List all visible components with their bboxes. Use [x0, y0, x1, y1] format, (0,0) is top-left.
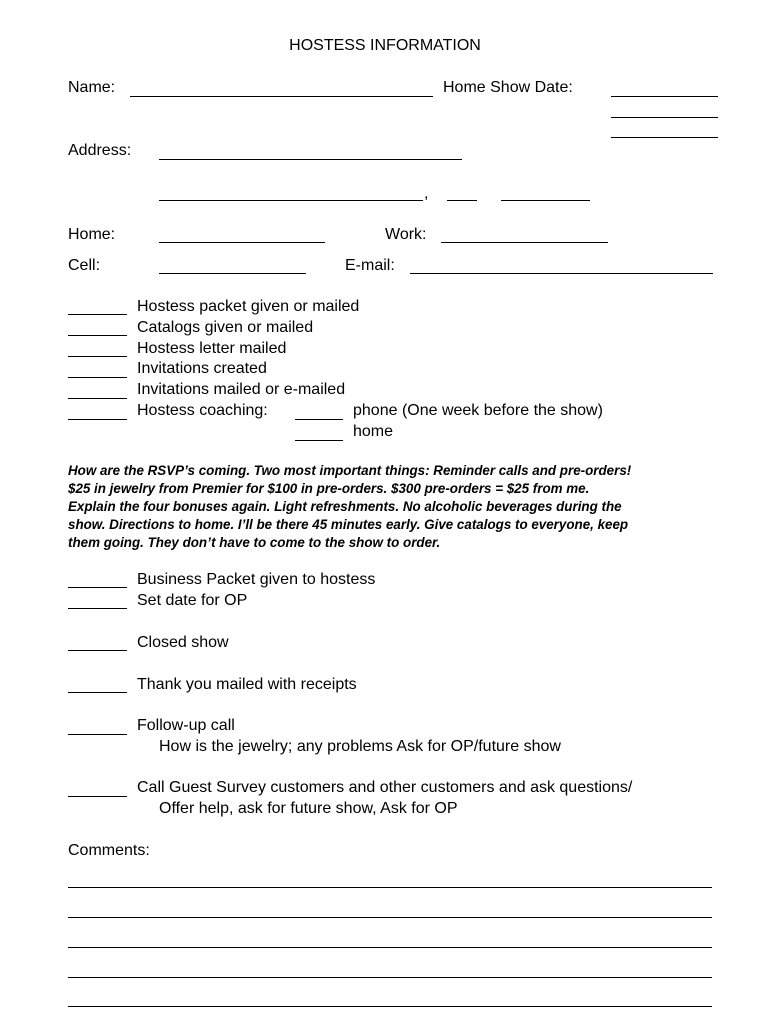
cell-phone-line[interactable] — [159, 273, 306, 274]
call-guest-item: Call Guest Survey customers and other customers and ask questions/ — [137, 779, 633, 796]
home-show-date-label: Home Show Date: — [443, 79, 573, 96]
checklist-item: Invitations mailed or e-mailed — [137, 381, 346, 398]
email-label: E-mail: — [345, 257, 395, 274]
checklist-item: Hostess packet given or mailed — [137, 298, 360, 315]
work-phone-label: Work: — [385, 226, 427, 243]
business-packet-item: Business Packet given to hostess — [137, 571, 376, 588]
checklist-blank[interactable] — [68, 734, 127, 735]
cell-phone-label: Cell: — [68, 257, 101, 274]
set-date-item: Set date for OP — [137, 592, 248, 609]
comment-line-5[interactable] — [68, 1006, 712, 1007]
home-phone-line[interactable] — [159, 242, 325, 243]
follow-up-subtext: How is the jewelry; any problems Ask for OP/future show — [159, 738, 561, 755]
home-show-date-line-2[interactable] — [611, 117, 718, 118]
address-line-1[interactable] — [159, 159, 462, 160]
coaching-home-label: home — [353, 423, 394, 440]
checklist-blank[interactable] — [68, 796, 127, 797]
note-line: How are the RSVP’s coming. Two most important things: Reminder calls and pre-orders! — [68, 463, 632, 478]
comment-line-4[interactable] — [68, 977, 712, 978]
coaching-phone-label: phone (One week before the show) — [353, 402, 603, 419]
address-comma: , — [424, 185, 429, 202]
home-show-date-line-3[interactable] — [611, 137, 718, 138]
comment-line-3[interactable] — [68, 947, 712, 948]
work-phone-line[interactable] — [441, 242, 608, 243]
address-state-line[interactable] — [447, 200, 477, 201]
checklist-item: Catalogs given or mailed — [137, 319, 314, 336]
address-label: Address: — [68, 142, 132, 159]
checklist-item: Hostess coaching: — [137, 402, 268, 419]
home-phone-label: Home: — [68, 226, 116, 243]
thank-you-item: Thank you mailed with receipts — [137, 676, 357, 693]
checklist-item: Hostess letter mailed — [137, 340, 287, 357]
checklist-blank[interactable] — [68, 377, 127, 378]
note-line: them going. They don’t have to come to the show to order. — [68, 535, 441, 550]
comment-line-1[interactable] — [68, 887, 712, 888]
coaching-phone-blank[interactable] — [295, 419, 343, 420]
follow-up-item: Follow-up call — [137, 717, 235, 734]
coaching-home-blank[interactable] — [295, 440, 343, 441]
email-line[interactable] — [410, 273, 713, 274]
note-line: show. Directions to home. I’ll be there 45 minutes early. Give catalogs to everyone, keep — [68, 517, 629, 532]
checklist-blank[interactable] — [68, 587, 127, 588]
page-title: HOSTESS INFORMATION — [289, 37, 481, 54]
checklist-blank[interactable] — [68, 608, 127, 609]
checklist-item: Invitations created — [137, 360, 267, 377]
address-zip-line[interactable] — [501, 200, 590, 201]
address-city-line[interactable] — [159, 200, 423, 201]
checklist-blank[interactable] — [68, 398, 127, 399]
note-line: Explain the four bonuses again. Light refreshments. No alcoholic beverages during the — [68, 499, 622, 514]
call-guest-subtext: Offer help, ask for future show, Ask for OP — [159, 800, 458, 817]
checklist-blank[interactable] — [68, 314, 127, 315]
checklist-blank[interactable] — [68, 335, 127, 336]
home-show-date-line-1[interactable] — [611, 96, 718, 97]
comments-label: Comments: — [68, 842, 150, 859]
checklist-blank[interactable] — [68, 692, 127, 693]
checklist-blank[interactable] — [68, 419, 127, 420]
closed-show-item: Closed show — [137, 634, 229, 651]
checklist-blank[interactable] — [68, 650, 127, 651]
name-label: Name: — [68, 79, 116, 96]
comment-line-2[interactable] — [68, 917, 712, 918]
name-field-line[interactable] — [130, 96, 433, 97]
note-line: $25 in jewelry from Premier for $100 in pre-orders. $300 pre-orders = $25 from me. — [68, 481, 590, 496]
coaching-notes — [68, 462, 728, 552]
checklist-blank[interactable] — [68, 356, 127, 357]
